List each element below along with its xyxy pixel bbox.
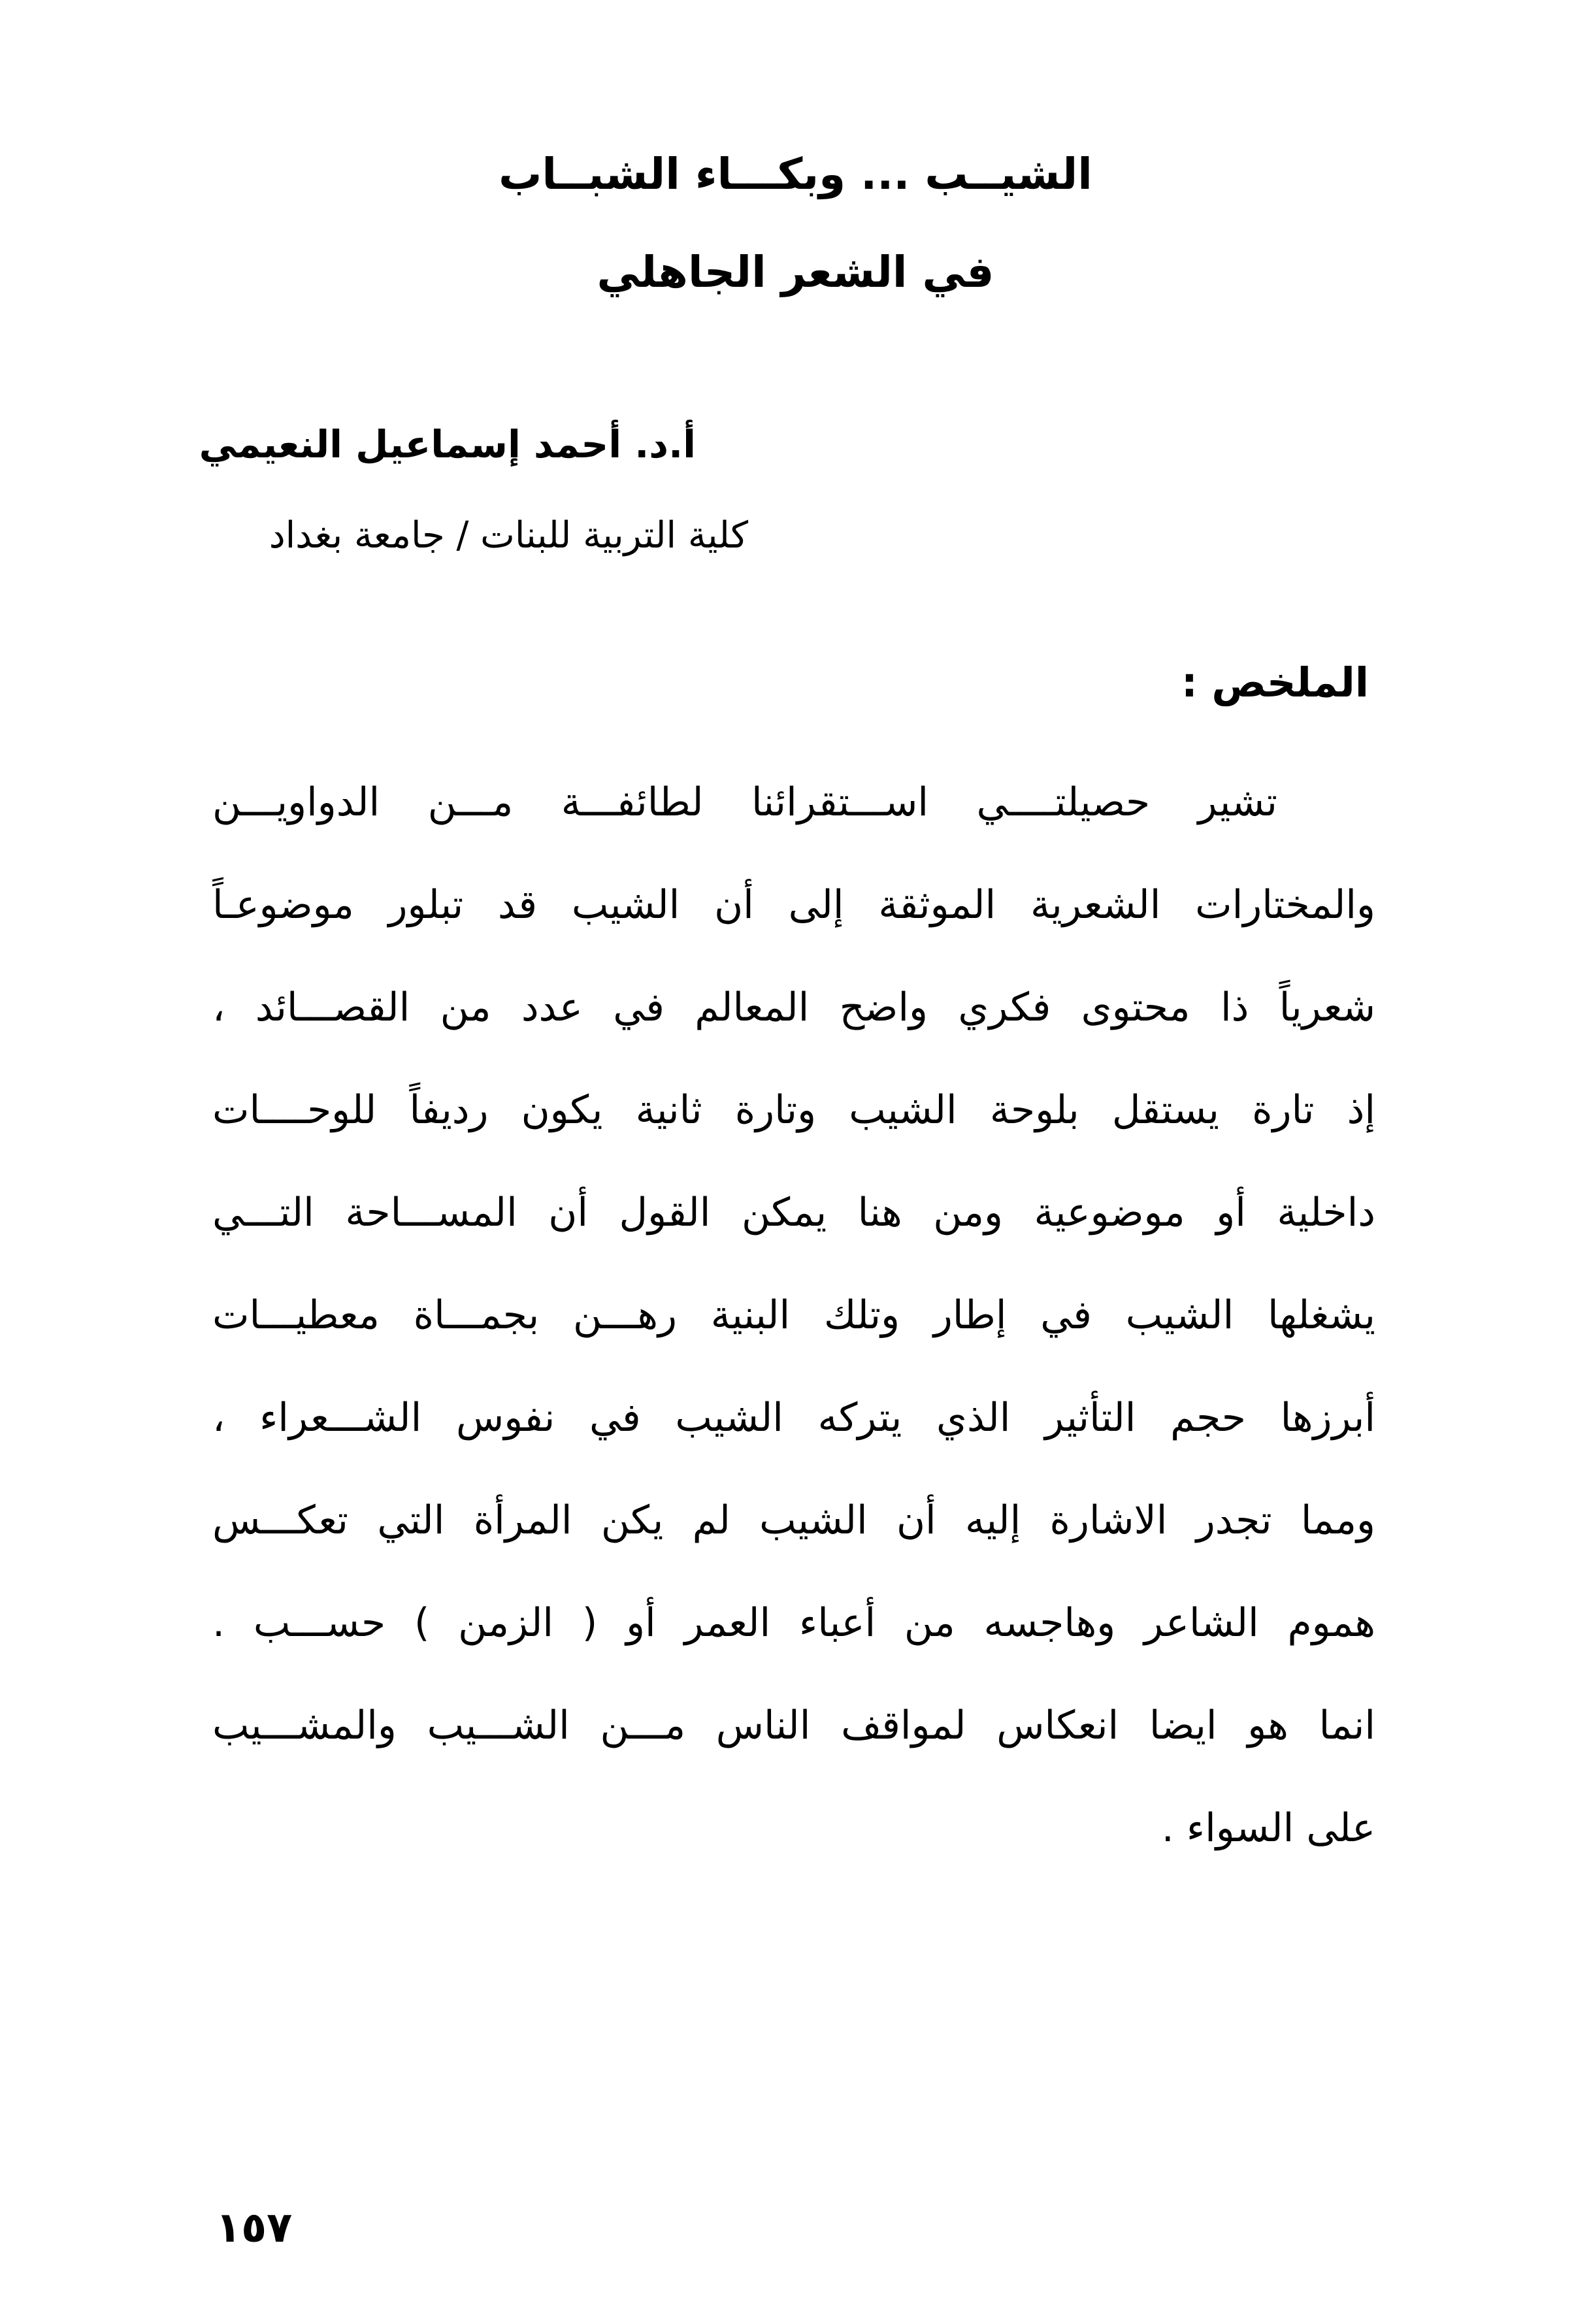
abstract-line: إذ تارة يستقل بلوحة الشيب وتارة ثانية يكون رديفاً للوحــــات	[212, 1087, 1375, 1133]
author-name: أ.د. أحمد إسماعيل النعيمي	[199, 422, 696, 466]
abstract-line: هموم الشاعر وهاجسه من أعباء العمر أو ( الزمن ) حســـب .	[212, 1600, 1375, 1646]
author-affiliation: كلية التربية للبنات / جامعة بغداد	[269, 514, 748, 557]
abstract-line: ومما تجدر الاشارة إليه أن الشيب لم يكن المرأة التي تعكـــس	[212, 1498, 1375, 1543]
abstract-line: والمختارات الشعرية الموثقة إلى أن الشيب قد تبلور موضوعـاً	[212, 882, 1375, 928]
page-number: ١٥٧	[216, 2204, 293, 2252]
paper-title-line-2: في الشعر الجاهلي	[597, 247, 994, 297]
abstract-line: تشير حصيلتــــي اســـتقرائنا لطائفـــة مـــن الدواويـــن	[212, 779, 1277, 825]
abstract-line: أبرزها حجم التأثير الذي يتركه الشيب في نفوس الشـــعراء ،	[212, 1395, 1375, 1441]
abstract-line: داخلية أو موضوعية ومن هنا يمكن القول أن المســـاحة التـــي	[212, 1190, 1375, 1236]
abstract-line: على السواء .	[1161, 1805, 1375, 1851]
abstract-line: انما هو ايضا انعكاس لمواقف الناس مـــن الشـــيب والمشـــيب	[212, 1703, 1375, 1748]
abstract-line: يشغلها الشيب في إطار وتلك البنية رهـــن بجمـــاة معطيـــات	[212, 1292, 1375, 1338]
abstract-heading: الملخص :	[1181, 659, 1369, 706]
abstract-body	[212, 751, 1375, 1880]
paper-title-line-1: الشيــب ... وبكـــاء الشبــاب	[499, 149, 1092, 199]
abstract-line: شعرياً ذا محتوى فكري واضح المعالم في عدد من القصـــائد ،	[212, 985, 1375, 1030]
